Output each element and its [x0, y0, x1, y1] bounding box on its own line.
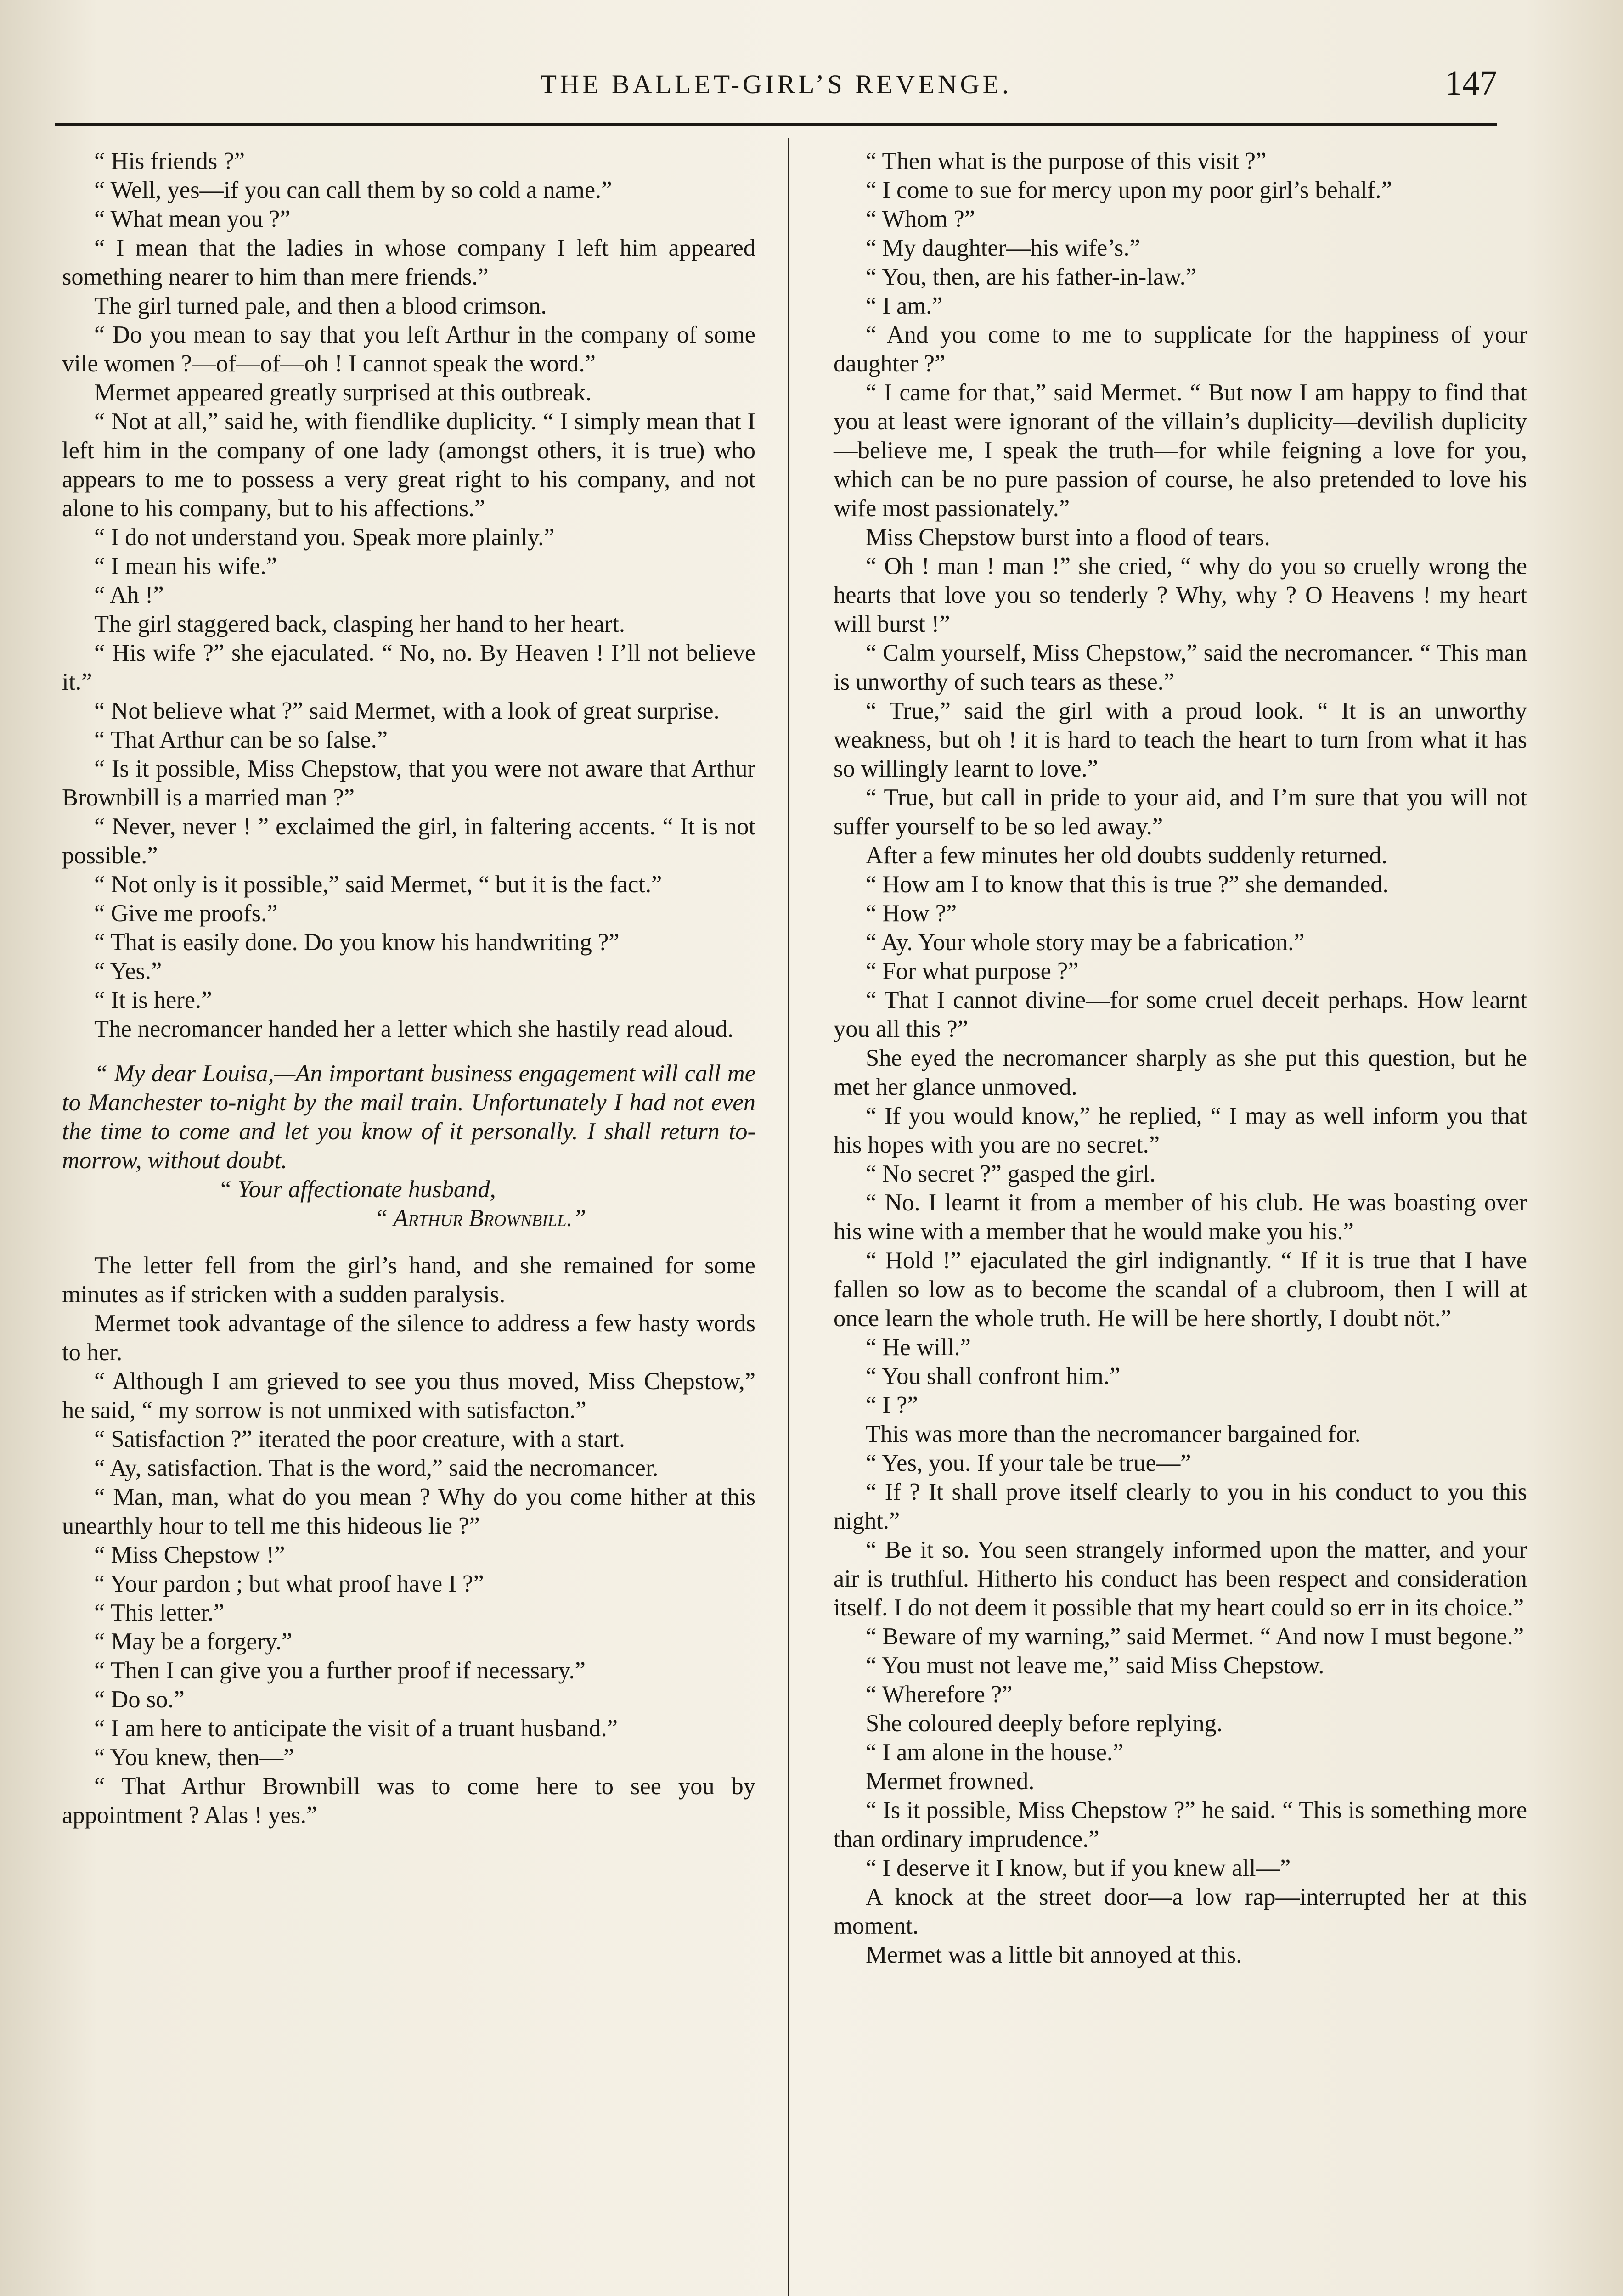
- paragraph: “ That Arthur Brownbill was to come here to see you by appointment ? Alas ! yes.”: [62, 1773, 755, 1829]
- paragraph: “ Is it possible, Miss Chepstow, that you were not aware that Arthur Brownbill is a married man ?”: [62, 755, 755, 811]
- paragraph: “ Do so.”: [94, 1686, 185, 1713]
- paragraph: “ I ?”: [866, 1392, 918, 1418]
- paragraph: “ That is easily done. Do you know his handwriting ?”: [94, 929, 620, 956]
- paragraph: “ Is it possible, Miss Chepstow ?” he said. “ This is something more than ordinary imprudence.”: [834, 1797, 1527, 1852]
- paragraph: “ Man, man, what do you mean ? Why do you come hither at this unearthly hour to tell me this hideous lie ?”: [62, 1484, 755, 1539]
- paragraph: “ True,” said the girl with a proud look. “ It is an unworthy weakness, but oh ! it is hard to teach the heart to turn from what it has so willingly learnt to love.”: [834, 698, 1527, 782]
- paragraph: The necromancer handed her a letter which she hastily read aloud.: [94, 1016, 734, 1042]
- paragraph: “ Whom ?”: [866, 206, 975, 232]
- paragraph: She eyed the necromancer sharply as she put this question, but he met her glance unmoved.: [834, 1045, 1527, 1100]
- paragraph: “ Oh ! man ! man !” she cried, “ why do you so cruelly wrong the hearts that love you so tenderly ? Why, why ? O Heavens ! my heart will burst !”: [834, 553, 1527, 637]
- paragraph: “ How am I to know that this is true ?” she demanded.: [866, 871, 1389, 898]
- paragraph: “ Wherefore ?”: [866, 1681, 1013, 1708]
- paragraph: “ It is here.”: [94, 987, 212, 1013]
- paragraph: Mermet frowned.: [866, 1768, 1035, 1795]
- paragraph: “ What mean you ?”: [94, 206, 291, 232]
- paragraph: “ No. I learnt it from a member of his club. He was boasting over his wine with a member that he would make you his.”: [834, 1189, 1527, 1245]
- paragraph: “ Give me proofs.”: [94, 900, 278, 927]
- paragraph: “ If ? It shall prove itself clearly to you in his conduct to you this night.”: [834, 1479, 1527, 1534]
- paragraph: After a few minutes her old doubts suddenly returned.: [866, 842, 1387, 869]
- paragraph: “ Beware of my warning,” said Mermet. “ And now I must begone.”: [866, 1623, 1524, 1650]
- column-divider: [788, 138, 789, 2296]
- paragraph: “ Ay, satisfaction. That is the word,” said the necromancer.: [94, 1455, 659, 1481]
- paragraph: “ If you would know,” he replied, “ I may as well inform you that his hopes with you are no secret.”: [834, 1103, 1527, 1158]
- paragraph: “ No secret ?” gasped the girl.: [866, 1160, 1156, 1187]
- header-rule: [55, 123, 1497, 126]
- paragraph: The girl turned pale, and then a blood crimson.: [94, 293, 547, 319]
- paragraph: “ Your pardon ; but what proof have I ?”: [94, 1570, 484, 1597]
- paragraph: “ I mean his wife.”: [94, 553, 277, 580]
- paragraph: “ Calm yourself, Miss Chepstow,” said the necromancer. “ This man is unworthy of such tears as these.”: [834, 640, 1527, 695]
- paragraph: “ You knew, then—”: [94, 1744, 294, 1771]
- running-title: THE BALLET-GIRL’S REVENGE.: [540, 69, 1012, 99]
- paragraph: “ True, but call in pride to your aid, and I’m sure that you will not suffer yourself to be so led away.”: [834, 784, 1527, 840]
- letter-body: “ My dear Louisa,—An important business engagement will call me to Manchester to-night by the mail train. Unfortunately I had not even the time to come and let you know of it personally. I shall return to-morrow, without doubt.: [62, 1060, 755, 1174]
- paragraph: “ For what purpose ?”: [866, 958, 1079, 985]
- paragraph: “ I am here to anticipate the visit of a truant husband.”: [94, 1715, 618, 1742]
- paragraph: She coloured deeply before replying.: [866, 1710, 1223, 1737]
- paragraph: “ Miss Chepstow !”: [94, 1542, 285, 1568]
- paragraph: “ Hold !” ejaculated the girl indignantly. “ If it is true that I have fallen so low as to become the scandal of a clubroom, then I will at once learn the whole truth. He will be here shortly, I doubt nöt.”: [834, 1247, 1527, 1332]
- letter-closing: “ Your affectionate husband,: [218, 1176, 496, 1203]
- paragraph: Mermet was a little bit annoyed at this.: [866, 1941, 1242, 1968]
- paragraph: The girl staggered back, clasping her hand to her heart.: [94, 611, 625, 637]
- paragraph: “ Then I can give you a further proof if necessary.”: [94, 1657, 586, 1684]
- paragraph: “ You must not leave me,” said Miss Chepstow.: [866, 1652, 1324, 1679]
- paragraph: A knock at the street door—a low rap—interrupted her at this moment.: [834, 1884, 1527, 1939]
- paragraph: “ Then what is the purpose of this visit ?”: [866, 148, 1267, 174]
- paragraph: “ Yes.”: [94, 958, 162, 985]
- paragraph: “ May be a forgery.”: [94, 1628, 293, 1655]
- letter-signature: “ Arthur Brownbill.”: [374, 1205, 586, 1232]
- paragraph: “ His wife ?” she ejaculated. “ No, no. By Heaven ! I’ll not believe it.”: [62, 640, 755, 695]
- paragraph: “ Ah !”: [94, 582, 164, 608]
- paragraph: “ Be it so. You seen strangely informed upon the matter, and your air is truthful. Hitherto his conduct has been respect and consideration itself. I do not deem it possible that my heart could so err in its choice.”: [834, 1536, 1527, 1621]
- paragraph: “ My daughter—his wife’s.”: [866, 235, 1140, 261]
- left-column: [62, 147, 755, 1830]
- paragraph: “ Never, never ! ” exclaimed the girl, in faltering accents. “ It is not possible.”: [62, 813, 755, 869]
- paragraph: “ You, then, are his father-in-law.”: [866, 264, 1197, 290]
- paragraph: “ Do you mean to say that you left Arthur in the company of some vile women ?—of—of—oh ! I cannot speak the word.”: [62, 321, 755, 377]
- paragraph: Mermet took advantage of the silence to address a few hasty words to her.: [62, 1310, 755, 1366]
- paragraph: Miss Chepstow burst into a flood of tears.: [866, 524, 1270, 551]
- paragraph: “ Ay. Your whole story may be a fabrication.”: [866, 929, 1305, 956]
- paragraph: “ How ?”: [866, 900, 957, 927]
- paragraph: “ His friends ?”: [94, 148, 245, 174]
- paragraph: “ I mean that the ladies in whose company I left him appeared something nearer to him than mere friends.”: [62, 235, 755, 290]
- paragraph: “ Satisfaction ?” iterated the poor creature, with a start.: [94, 1426, 625, 1452]
- paragraph: “ That Arthur can be so false.”: [94, 726, 388, 753]
- paragraph: Mermet appeared greatly surprised at this outbreak.: [94, 379, 592, 406]
- paragraph: “ You shall confront him.”: [866, 1363, 1121, 1390]
- paragraph: “ I do not understand you. Speak more plainly.”: [94, 524, 555, 551]
- page-header: [55, 64, 1497, 119]
- paragraph: “ And you come to me to supplicate for the happiness of your daughter ?”: [834, 321, 1527, 377]
- paragraph: This was more than the necromancer bargained for.: [866, 1421, 1361, 1447]
- page-number: 147: [1445, 64, 1497, 102]
- paragraph: “ I am alone in the house.”: [866, 1739, 1124, 1766]
- paragraph: The letter fell from the girl’s hand, and she remained for some minutes as if stricken with a sudden paralysis.: [62, 1252, 755, 1308]
- paragraph: “ I come to sue for mercy upon my poor girl’s behalf.”: [866, 177, 1392, 203]
- paragraph: “ That I cannot divine—for some cruel deceit perhaps. How learnt you all this ?”: [834, 987, 1527, 1042]
- paragraph: “ I deserve it I know, but if you knew all—”: [866, 1855, 1291, 1881]
- paragraph: “ I am.”: [866, 293, 943, 319]
- paragraph: “ Not only is it possible,” said Mermet, “ but it is the fact.”: [94, 871, 662, 898]
- paragraph: “ I came for that,” said Mermet. “ But now I am happy to find that you at least were ignorant of the villain’s duplicity—devilish duplicity—believe me, I speak the truth—for while feigning a love for you, which can be no pure passion of course, he also pretended to love his wife most passionately.”: [834, 379, 1527, 522]
- paragraph: “ Not believe what ?” said Mermet, with a look of great surprise.: [94, 698, 720, 724]
- paragraph: “ Well, yes—if you can call them by so cold a name.”: [94, 177, 612, 203]
- paragraph: “ He will.”: [866, 1334, 971, 1361]
- paragraph: “ This letter.”: [94, 1599, 225, 1626]
- paragraph: “ Not at all,” said he, with fiendlike duplicity. “ I simply mean that I left him in the company of one lady (amongst others, it is true) who appears to me to possess a very great right to his company, and not alone to his company, but to his affections.”: [62, 408, 755, 522]
- paragraph: “ Yes, you. If your tale be true—”: [866, 1450, 1191, 1476]
- right-column: [834, 147, 1527, 1970]
- paragraph: “ Although I am grieved to see you thus moved, Miss Chepstow,” he said, “ my sorrow is not unmixed with satisfacton.”: [62, 1368, 755, 1424]
